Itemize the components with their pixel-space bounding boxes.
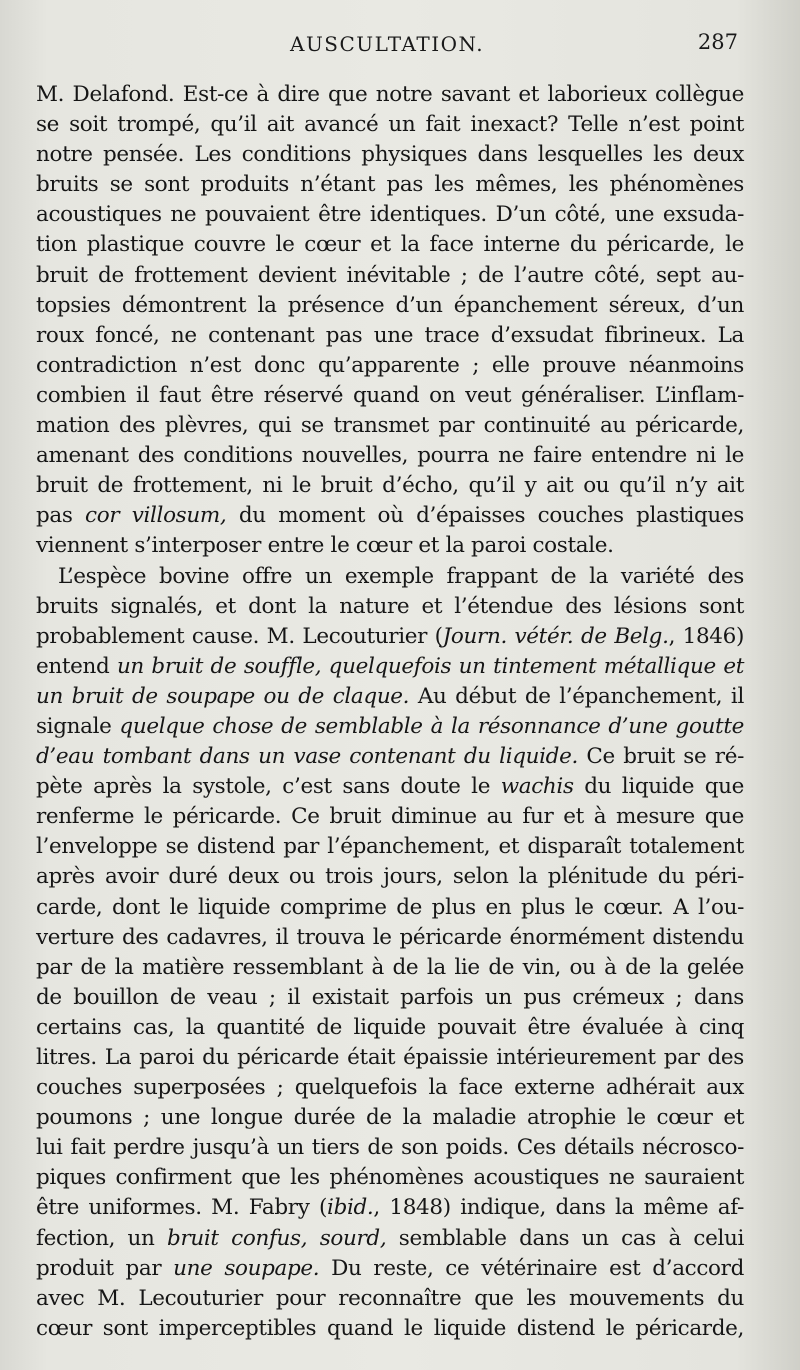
text-line: combien il faut être réservé quand on veut généraliser. L’inflam- bbox=[36, 382, 744, 408]
body-text bbox=[36, 80, 744, 1344]
quote-italic: quelque chose de semblable à la résonnance d’une goutte bbox=[119, 713, 744, 739]
text-line: topsies démontrent la présence d’un épanchement séreux, d’un bbox=[36, 292, 744, 318]
text-line bbox=[36, 682, 744, 712]
text-run: fection, un bbox=[36, 1225, 168, 1251]
text-run: semblable dans un cas à celui bbox=[386, 1225, 745, 1251]
text-line: de bouillon de veau ; il existait parfois un pus crémeux ; dans bbox=[36, 984, 744, 1010]
text-line: poumons ; une longue durée de la maladie atrophie le cœur et bbox=[36, 1105, 744, 1131]
text-line bbox=[36, 1224, 744, 1254]
quote-italic: un bruit de souffle, quelquefois un tintement métallique et bbox=[116, 653, 744, 679]
italic-term: wachis bbox=[500, 774, 574, 800]
text-line bbox=[36, 1193, 744, 1223]
text-line: notre pensée. Les conditions physiques dans lesquelles les deux bbox=[36, 142, 744, 168]
text-line: litres. La paroi du péricarde était épaissie intérieurement par des bbox=[36, 1045, 744, 1070]
text-run: , 1846) bbox=[668, 623, 744, 649]
quote-italic: d’eau tombant dans un vase contenant du liquide. bbox=[36, 744, 578, 770]
text-line: certains cas, la quantité de liquide pouvait être évaluée à cinq bbox=[36, 1014, 744, 1040]
text-line: piques confirment que les phénomènes acoustiques ne sauraient bbox=[36, 1165, 744, 1191]
text-line: après avoir duré deux ou trois jours, selon la plénitude du péri- bbox=[36, 864, 744, 890]
text-line bbox=[36, 622, 744, 652]
citation-italic: Journ. vétér. de Belg. bbox=[442, 623, 669, 649]
text-line: couches superposées ; quelquefois la face externe adhérait aux bbox=[36, 1075, 744, 1101]
text-run: , 1848) indique, dans la même af- bbox=[373, 1195, 745, 1221]
page-header bbox=[0, 30, 800, 64]
running-title: AUSCULTATION. bbox=[290, 32, 485, 56]
text-run: probablement cause. M. Lecouturier ( bbox=[36, 623, 443, 649]
text-line: roux foncé, ne contenant pas une trace d’exsudat fibrineux. La bbox=[36, 322, 744, 348]
text-line: avec M. Lecouturier pour reconnaître que les mouvements du bbox=[36, 1285, 744, 1311]
text-line: acoustiques ne pouvaient être identiques. D’un côté, une exsuda- bbox=[36, 202, 744, 228]
text-run: du moment où d’épaisses couches plastiques bbox=[226, 503, 744, 529]
page-number: 287 bbox=[697, 30, 738, 54]
paragraph-first-line: L’espèce bovine offre un exemple frappant de la variété des bbox=[58, 563, 744, 589]
text-line bbox=[36, 772, 744, 802]
text-run: signale bbox=[36, 713, 120, 739]
text-line bbox=[36, 742, 744, 772]
text-line: bruit de frottement, ni le bruit d’écho, qu’il y ait ou qu’il n’y ait bbox=[36, 473, 744, 499]
text-line: par de la matière ressemblant à de la lie de vin, ou à de la gelée bbox=[36, 954, 744, 980]
text-run: Ce bruit se ré- bbox=[577, 744, 744, 770]
text-line bbox=[36, 1254, 744, 1284]
text-run: produit par bbox=[36, 1255, 174, 1281]
text-line: mation des plèvres, qui se transmet par continuité au péricarde, bbox=[36, 413, 744, 439]
text-run: pas bbox=[36, 503, 86, 529]
text-line bbox=[36, 652, 744, 682]
text-line: M. Delafond. Est-ce à dire que notre savant et laborieux collègue bbox=[36, 82, 744, 107]
text-run: Du reste, ce vétérinaire est d’accord bbox=[319, 1255, 744, 1281]
quote-italic: une soupape. bbox=[173, 1255, 320, 1281]
text-line: cœur sont imperceptibles quand le liquide distend le péricarde, bbox=[36, 1315, 744, 1341]
text-line: l’enveloppe se distend par l’épanchement, et disparaît totalement bbox=[36, 834, 744, 860]
text-line: tion plastique couvre le cœur et la face interne du péricarde, le bbox=[36, 232, 744, 258]
quote-italic: un bruit de soupape ou de claque. bbox=[36, 683, 410, 709]
italic-term: cor villosum, bbox=[85, 503, 227, 529]
text-run: pète après la systole, c’est sans doute le bbox=[36, 774, 501, 800]
text-line: bruits se sont produits n’étant pas les mêmes, les phénomènes bbox=[36, 172, 744, 198]
text-line: verture des cadavres, il trouva le péricarde énormément distendu bbox=[36, 924, 744, 950]
citation-italic: ibid. bbox=[327, 1195, 374, 1221]
text-line: viennent s’interposer entre le cœur et la paroi costale. bbox=[36, 533, 614, 559]
text-run: Au début de l’épanchement, il bbox=[409, 683, 744, 709]
text-line bbox=[36, 501, 744, 531]
text-line: amenant des conditions nouvelles, pourra ne faire entendre ni le bbox=[36, 443, 744, 469]
text-line: se soit trompé, qu’il ait avancé un fait inexact? Telle n’est point bbox=[36, 112, 744, 138]
text-line: carde, dont le liquide comprime de plus en plus le cœur. A l’ou- bbox=[36, 894, 744, 920]
text-run: entend bbox=[36, 653, 117, 679]
text-line: bruits signalés, et dont la nature et l’étendue des lésions sont bbox=[36, 593, 744, 619]
text-line bbox=[36, 712, 744, 742]
text-run: du liquide que bbox=[573, 774, 745, 800]
text-line: lui fait perdre jusqu’à un tiers de son poids. Ces détails nécrosco- bbox=[36, 1135, 744, 1161]
quote-italic: bruit confus, sourd, bbox=[167, 1225, 387, 1251]
text-run: être uniformes. M. Fabry ( bbox=[36, 1195, 328, 1221]
text-line: contradiction n’est donc qu’apparente ; elle prouve néanmoins bbox=[36, 352, 744, 378]
text-line: bruit de frottement devient inévitable ; de l’autre côté, sept au- bbox=[36, 262, 744, 288]
text-line: renferme le péricarde. Ce bruit diminue au fur et à mesure que bbox=[36, 804, 744, 830]
